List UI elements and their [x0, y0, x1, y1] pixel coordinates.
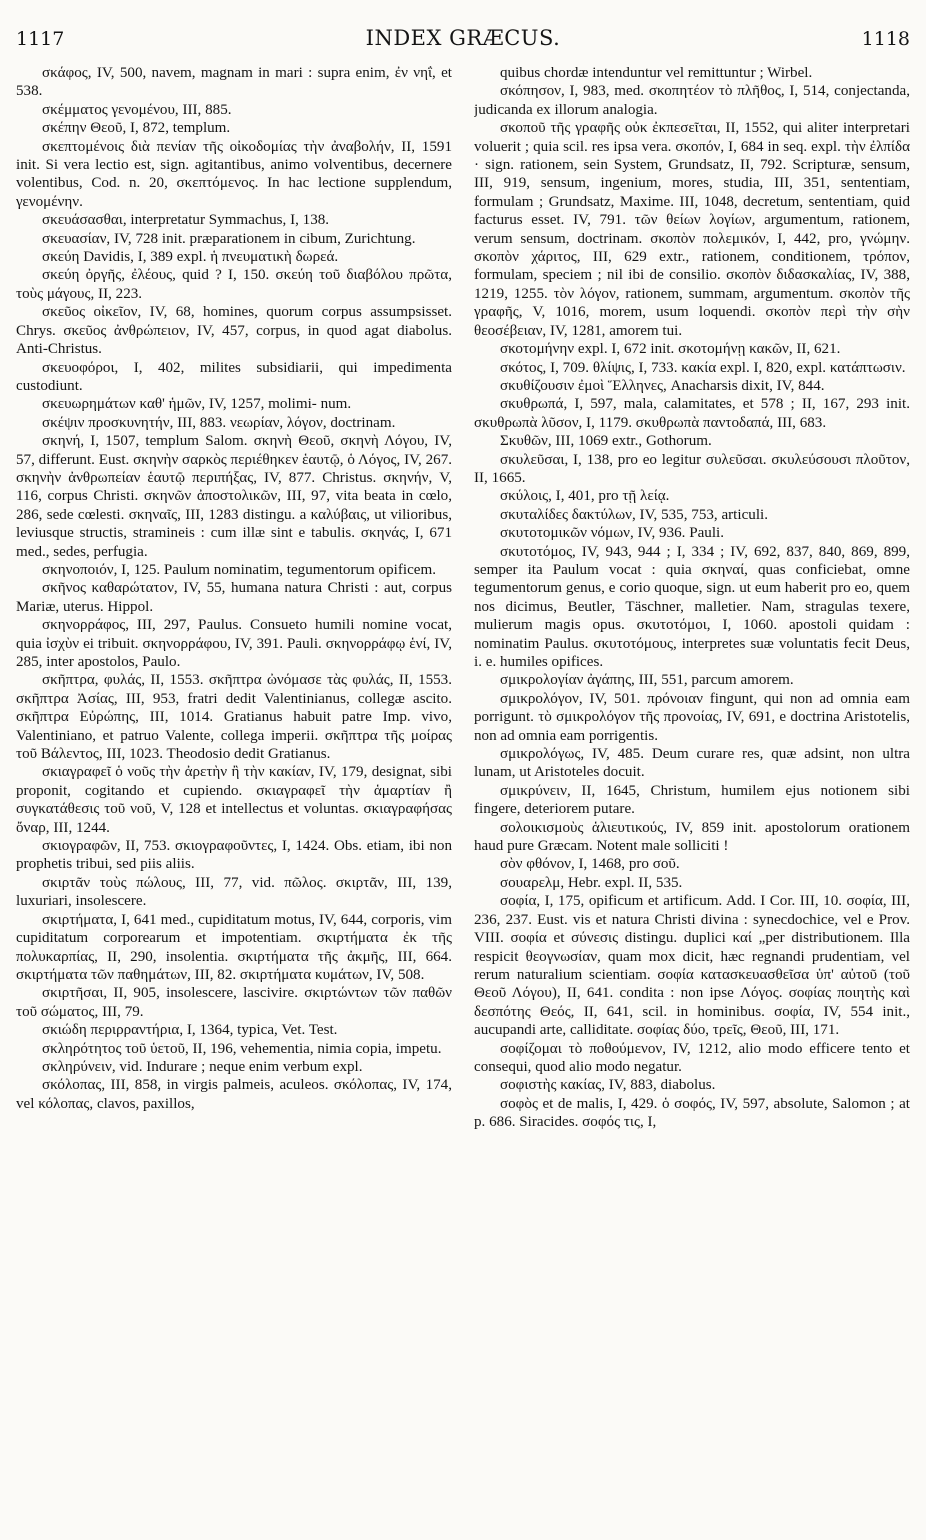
- index-entry: σολοικισμοὺς ἁλιευτικούς, IV, 859 init. apostolorum orationem haud pure Græcam. Notent male solliciti !: [474, 819, 910, 855]
- index-entry: σκεύη Davidis, I, 389 expl. ἡ πνευματικὴ δωρεά.: [42, 249, 339, 266]
- right-column: [474, 64, 910, 1534]
- index-entry: σουαρελμ, Hebr. expl. II, 535.: [500, 874, 683, 891]
- index-entry: σκιαγραφεῖ ὁ νοῦς τὴν ἀρετὴν ἢ τὴν κακίαν, IV, 179, designat, sibi proponit, cogitando et cupiendo. σκιαγραφεῖ τὴν ἁμαρτίαν ἢ συγκατάθεσις τοῦ νοῦ, V, 128 et intellectus et voluntas. σκιαγραφήσας ὄναρ, III, 1244.: [16, 764, 452, 836]
- index-entry: σκιρτήματα, I, 641 med., cupiditatum motus, IV, 644, corporis, vim cupiditatum corporearum et impotentiam. σκιρτήματα ἐκ τῆς πολυκαρπίας, II, 290, insolentia. σκιρτήματα τῆς ἀκμῆς, III, 664. σκιρτήματα τῶν παθημάτων, III, 82. σκιρτήματα κυμάτων, IV, 508.: [16, 911, 452, 983]
- index-entry: σκιογραφῶν, II, 753. σκιογραφοῦντες, I, 1424. Obs. etiam, ibi non prophetis tribui, sed piis aliis.: [16, 838, 452, 873]
- index-entry: σκυλεῦσαι, I, 138, pro eo legitur συλεῦσαι. σκυλεύσουσι πλοῦτον, II, 1665.: [474, 451, 910, 486]
- index-entry: quibus chordæ intenduntur vel remittuntur ; Wirbel.: [500, 65, 813, 81]
- index-entry: σκόλοπας, III, 858, in virgis palmeis, aculeos. σκόλοπας, IV, 174, vel κόλοπας, clavos, paxillos,: [16, 1077, 452, 1112]
- index-entry: Σκυθῶν, III, 1069 extr., Gothorum.: [500, 433, 712, 450]
- index-entry: σκευασίαν, IV, 728 init. præparationem in cibum, Zurichtung.: [42, 230, 416, 247]
- index-entry: σὸν φθόνον, I, 1468, pro σοῦ.: [500, 856, 680, 873]
- index-entry: σκέπην Θεοῦ, I, 872, templum.: [42, 120, 231, 137]
- index-entry: σοφὸς et de malis, I, 429. ὁ σοφός, IV, 597, absolute, Salomon ; at p. 686. Siracides. σοφός τις, I,: [474, 1095, 910, 1131]
- running-title: INDEX GRÆCUS.: [365, 26, 561, 50]
- index-entry: σμικρύνειν, II, 1645, Christum, humilem ejus notionem sibi fingere, deteriorem putare.: [474, 782, 910, 818]
- index-entry: σκῆπτρα, φυλάς, II, 1553. σκῆπτρα ὠνόμασε τὰς φυλάς, II, 1553. σκῆπτρα Ἀσίας, III, 953, fratri dedit Valentinianus, collegæ ascito. σκῆπτρα Εὐρώπης, III, 1014. Gratianus habuit patre Imp. vivo, Valentiniano, et patruo Valente, collega imperii. σκῆπτρα τῆς μοίρας τοῦ Βάλεντος, III, 1023. Theodosio dedit Gratianus.: [16, 672, 452, 763]
- index-entry: σκηνοποιόν, I, 125. Paulum nominatim, tegumentorum opificem.: [42, 561, 436, 578]
- index-entry: σκύλοις, I, 401, pro τῇ λείᾳ.: [500, 488, 670, 505]
- index-entry: σκληρύνειν, vid. Indurare ; neque enim verbum expl.: [42, 1058, 363, 1075]
- index-entry: σκυθρωπά, I, 597, mala, calamitates, et 578 ; II, 167, 293 init. σκυθρωπὰ λῦσον, I, 1179. σκυθρωπὰ παντοδαπά, III, 683.: [474, 396, 910, 431]
- index-entry: σκιώδη περιρραντήρια, I, 1364, typica, Vet. Test.: [42, 1022, 338, 1039]
- index-entry: σκυτοτομικῶν νόμων, IV, 936. Pauli.: [500, 525, 725, 542]
- index-entry: σκάφος, IV, 500, navem, magnam in mari : supra enim, ἐν νηΐ, et 538.: [16, 65, 452, 100]
- index-entry: σμικρολόγον, IV, 501. πρόνοιαν fingunt, qui non ad omnia eam porrigunt. τὸ σμικρολόγον τῆς προνοίας, IV, 691, e doctrina Aristotelis, non ad omnia eam porrigentis.: [474, 690, 910, 744]
- index-entry: σμικρολόγως, IV, 485. Deum curare res, quæ adsint, non ultra lunam, ut Aristoteles docuit.: [474, 746, 910, 781]
- index-entry: σκηνορράφος, III, 297, Paulus. Consueto humili nomine vocat, quia ἰσχὺν ei tribuit. σκηνορράφου, IV, 391. Pauli. σκηνορράφῳ ἑνί, IV, 285, inter apostolos, Paulo.: [16, 617, 452, 670]
- index-entry: σοφίζομαι τὸ ποθούμενον, IV, 1212, alio modo efficere tento et consequi, quod alio modo negatur.: [474, 1040, 910, 1075]
- index-entry: σοφιστὴς κακίας, IV, 883, diabolus.: [500, 1077, 716, 1094]
- index-entry: σκληρότητος τοῦ ὑετοῦ, II, 196, vehementia, nimia copia, impetu.: [42, 1040, 442, 1057]
- index-entry: σμικρολογίαν ἀγάπης, III, 551, parcum amorem.: [500, 672, 794, 689]
- index-entry: σκόπησον, I, 983, med. σκοπητέον τὸ πλῆθος, I, 514, conjectanda, judicanda ex illorum analogia.: [474, 83, 910, 118]
- index-entry: σκιρτῆσαι, II, 905, insolescere, lascivire. σκιρτώντων τῶν παθῶν τοῦ σώματος, III, 79.: [16, 985, 452, 1020]
- index-entry: σκηνή, I, 1507, templum Salom. σκηνὴ Θεοῦ, σκηνὴ Λόγου, IV, 57, differunt. Eust. σκηνὴν σαρκὸς περιέθηκεν ἑαυτῷ, ὁ Λόγος, IV, 267. σκηνὴν ἀνθρωπείαν ἑαυτῷ περιπήξας, IV, 877. Christus. σκηνήν, V, 116, corpus Christi. σκηνῶν ἀποστολικῶν, III, 97, vita beata in cœlo, 286, sede cœlesti. σκηναῖς, III, 1283 distingu. a καλύβαις, ut vilioribus, leviusque structis, stramineis : cum illæ sint e tabulis. σκηνάς, I, 671 med., sedes, perfugia.: [16, 433, 452, 560]
- running-header: [0, 0, 926, 58]
- index-entry: σκεύη ὀργῆς, ἐλέους, quid ? I, 150. σκεύη τοῦ διαβόλου πρῶτα, τοὺς μάγους, II, 223.: [16, 267, 452, 302]
- index-entry: σκιρτᾶν τοὺς πώλους, III, 77, vid. πῶλος. σκιρτᾶν, III, 139, luxuriari, insolescere.: [16, 874, 452, 910]
- index-entry: σκευοφόροι, I, 402, milites subsidiarii, qui impedimenta custodiunt.: [16, 359, 452, 394]
- index-entry: σκῆνος καθαρώτατον, IV, 55, humana natura Christi : aut, corpus Mariæ, uterus. Hippol.: [16, 580, 452, 615]
- left-page-number: 1117: [16, 28, 65, 50]
- index-entry: σκέψιν προσκυνητήν, III, 883. νεωρίαν, λόγον, doctrinam.: [42, 414, 396, 431]
- index-entry: σκυταλίδες δακτύλων, IV, 535, 753, articuli.: [500, 506, 768, 523]
- index-entry: σκεῦος οἰκεῖον, IV, 68, homines, quorum corpus assumpsisset. Chrys. σκεῦος ἀνθρώπειον, IV, 457, corpus, in quod agat diabolus. Anti-Christus.: [16, 304, 452, 358]
- index-entry: σκότος, I, 709. θλίψις, I, 733. κακία expl. I, 820, expl. κατάπτωσιν.: [500, 359, 906, 376]
- right-page-number: 1118: [861, 28, 910, 50]
- index-entry: σκέμματος γενομένου, III, 885.: [42, 101, 232, 118]
- index-entry: σκευωρημάτων καθ' ἡμῶν, IV, 1257, molimi- num.: [42, 396, 352, 413]
- left-column: [16, 64, 452, 1534]
- index-entry: σκοτομήνην expl. I, 672 init. σκοτομήνῃ κακῶν, II, 621.: [500, 341, 841, 358]
- index-entry: σκευάσασθαι, interpretatur Symmachus, I, 138.: [42, 212, 330, 229]
- index-entry: σκυθίζουσιν ἐμοὶ Ἕλληνες, Anacharsis dixit, IV, 844.: [500, 377, 825, 394]
- index-entry: σοφία, I, 175, opificum et artificum. Add. I Cor. III, 10. σοφία, III, 236, 237. Eust. vis et natura Christi divina : synecdochice, vel e Prov. VIII. σοφία et σύνεσις distingu. duplici καί „per distributionem. Illa respicit θεογνωσίαν, quam mox dicit, hæc regnandi prudentiam, vel rerum naturalium scientiam. σοφία κατασκευασθεῖσα ὑπ' αὐτοῦ (τοῦ Θεοῦ Λόγου), II, 641. condita : non ipse Λόγος. σοφίας ποιητὴς καὶ δεσπότης Θεός, II, 641, scil. in hominibus. σοφία, IV, 554 init., aucupandi arte, calliditate. σοφίας δύο, τρεῖς, Θεοῦ, III, 171.: [474, 893, 910, 1039]
- index-entry: σκυτοτόμος, IV, 943, 944 ; I, 334 ; IV, 692, 837, 840, 869, 899, semper ita Paulum vocat : quia σκηναί, quas conficiebat, omne tegumentorum genus, e corio quoque, sign. ut eum haberit pro eo, quem nos dicimus, Beutler, Täschner, malletier. Nam, stragulas texere, mulierum magis opus. σκυτοτόμοι, I, 1060. apostoli quidam : nominatim Paulus. σκυτοτόμους, interpretes suæ voluntatis fecit Deus, i. e. humiles opifices.: [474, 543, 910, 670]
- index-entry: σκοποῦ τῆς γραφῆς οὐκ ἐκπεσεῖται, II, 1552, qui aliter interpretari voluerit ; quia scil. res ipsa vera. σκοπόν, I, 684 in seq. expl. τὴν ἐλπίδα · sign. rationem, sein System, Grundsatz, II, 792. Scripturæ, sensum, III, 919, sensum, ingenium, mores, studia, III, 351, sententiam, formulam ; Grundsatz, Maxime. III, 1048, decretum, sententiam, quid facturus esset. IV, 791. τῶν θείων λογίων, argumentum, rationem, verum sensum, doctrinam. σκοπὸν πολεμικόν, I, 442, pro, γνώμην. σκοπὸν χάριτος, III, 629 extr., rationem, conditionem, τρόπον, formulam, speciem ; nil ibi de consilio. σκοπὸν διδασκαλίας, IV, 388, 1219, 1255. τὸν λόγον, rationem, summam, argumentum. σκοπὸν τῆς γραφῆς, V, 1016, morem, usum loquendi. σκοπὸν περὶ τὴν σὴν θεοσέβειαν, IV, 1281, amorem tui.: [474, 120, 910, 339]
- index-entry: σκεπτομένοις διὰ πενίαν τῆς οἰκοδομίας τὴν ἀναβολήν, II, 1591 init. Si vera lectio est, sign. agitantibus, animo volventibus, decernere volentibus, Cod. n. 20, σκεπτόμενος. In hac lectione supplendum, γενομένην.: [16, 138, 452, 210]
